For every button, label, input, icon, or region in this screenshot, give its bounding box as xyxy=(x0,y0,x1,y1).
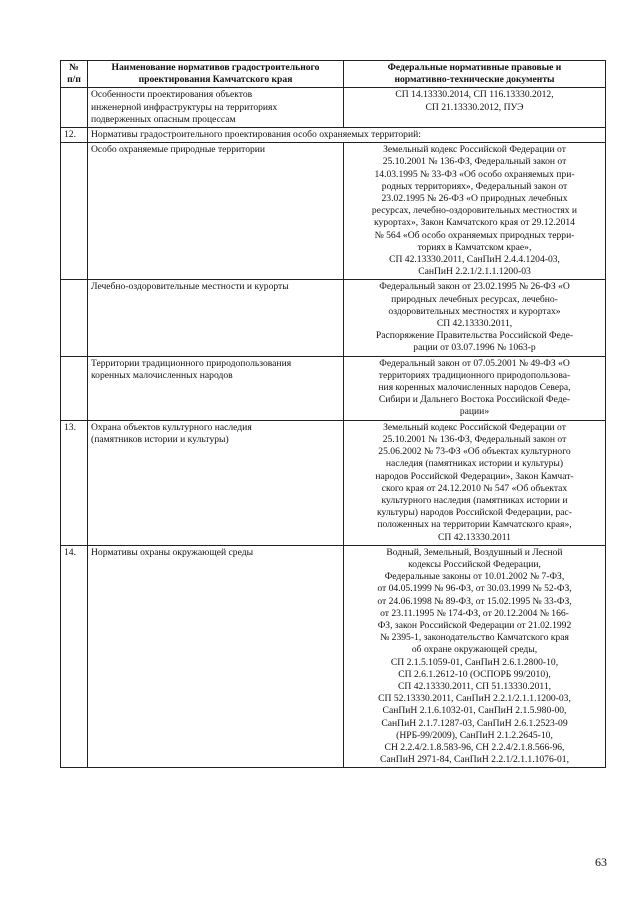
table-row xyxy=(61,356,606,420)
table-header-row xyxy=(61,61,606,88)
row-federal-docs: Федеральный закон от 23.02.1995 № 26-ФЗ «О природных лечебных ресурсах, лечебно- оздоровительных местностях и курортах» СП 42.13330.2011, Распоряжение Правительства Российской Феде- рации от 03.07.1996 № 1063-р xyxy=(344,280,606,356)
table-row xyxy=(61,420,606,545)
row-number: 13. xyxy=(61,420,88,545)
row-federal-docs: Водный, Земельный, Воздушный и Лесной кодексы Российской Федерации, Федеральные законы от 10.01.2002 № 7-ФЗ, от 04.05.1999 № 96-ФЗ, от 30.03.1999 № 52-ФЗ, от 24.06.1998 № 89-ФЗ, от 15.02.1995 № 33-ФЗ, от 23.11.1995 № 174-ФЗ, от 20.12.2004 № 166- ФЗ, закон Российской Федерации от 21.02.1992 № 2395-1, законодательство Камчатского края об охране окружающей среды, СП 2.1.5.1059-01, СанПиН 2.6.1.2800-10, СП 2.6.1.2612-10 (ОСПОРБ 99/2010), СП 42.13330.2011, СП 51.13330.2011, СП 52.13330.2011, СанПиН 2.2.1/2.1.1.1200-03, СанПиН 2.1.6.1032-01, СанПиН 2.1.5.980-00, СанПиН 2.1.7.1287-03, СанПиН 2.6.1.2523-09 (НРБ-99/2009), СанПиН 2.1.2.2645-10, СН 2.2.4/2.1.8.583-96, СН 2.2.4/2.1.8.566-96, СанПиН 2971-84, СанПиН 2.2.1/2.1.1.1076-01, xyxy=(344,545,606,768)
row-number xyxy=(61,143,88,280)
table-row xyxy=(61,143,606,280)
row-number: 14. xyxy=(61,545,88,768)
row-number xyxy=(61,356,88,420)
header-number: № п/п xyxy=(61,61,88,88)
row-norm-name: Лечебно-оздоровительные местности и курорты xyxy=(88,280,344,356)
row-number xyxy=(61,280,88,356)
row-norm-name: Особо охраняемые природные территории xyxy=(88,143,344,280)
section-title: Нормативы градостроительного проектирования особо охраняемых территорий: xyxy=(88,128,606,143)
row-federal-docs: Земельный кодекс Российской Федерации от 25.10.2001 № 136-ФЗ, Федеральный закон от 25.06.2002 № 73-ФЗ «Об объектах культурного наследия (памятниках истории и культуры) народов Российской Федерации», Закон Камчат- ского края от 24.12.2010 № 547 «Об объектах культурного наследия (памятниках истории и культуры) народов Российской Федерации, рас- положенных на территории Камчатского края», СП 42.13330.2011 xyxy=(344,420,606,545)
header-federal-docs: Федеральные нормативные правовые и нормативно-технические документы xyxy=(344,61,606,88)
norms-table xyxy=(60,60,606,768)
row-norm-name: Территории традиционного природопользования коренных малочисленных народов xyxy=(88,356,344,420)
row-federal-docs: Федеральный закон от 07.05.2001 № 49-ФЗ «О территориях традиционного природопользова- ния коренных малочисленных народов Севера, Сибири и Дальнего Востока Российской Феде- рации» xyxy=(344,356,606,420)
row-number xyxy=(61,88,88,128)
page-number: 63 xyxy=(595,855,607,869)
row-norm-name: Охрана объектов культурного наследия (памятников истории и культуры) xyxy=(88,420,344,545)
table-row xyxy=(61,545,606,768)
header-norm-name: Наименование нормативов градостроительного проектирования Камчатского края xyxy=(88,61,344,88)
row-federal-docs: Земельный кодекс Российской Федерации от 25.10.2001 № 136-ФЗ, Федеральный закон от 14.03.1995 № 33-ФЗ «Об особо охраняемых при- родных территориях», Федеральный закон от 23.02.1995 № 26-ФЗ «О природных лечебных ресурсах, лечебно-оздоровительных местностях и курортах», Закон Камчатского края от 29.12.2014 № 564 «Об особо охраняемых природных терри- ториях в Камчатском крае», СП 42.13330.2011, СанПиН 2.4.4.1204-03, СанПиН 2.2.1/2.1.1.1200-03 xyxy=(344,143,606,280)
row-federal-docs: СП 14.13330.2014, СП 116.13330.2012, СП 21.13330.2012, ПУЭ xyxy=(344,88,606,128)
table-row xyxy=(61,88,606,128)
table-section-row xyxy=(61,128,606,143)
row-norm-name: Особенности проектирования объектов инженерной инфраструктуры на территориях подверженных опасным процессам xyxy=(88,88,344,128)
row-number: 12. xyxy=(61,128,88,143)
row-norm-name: Нормативы охраны окружающей среды xyxy=(88,545,344,768)
document-page xyxy=(60,60,605,768)
table-row xyxy=(61,280,606,356)
